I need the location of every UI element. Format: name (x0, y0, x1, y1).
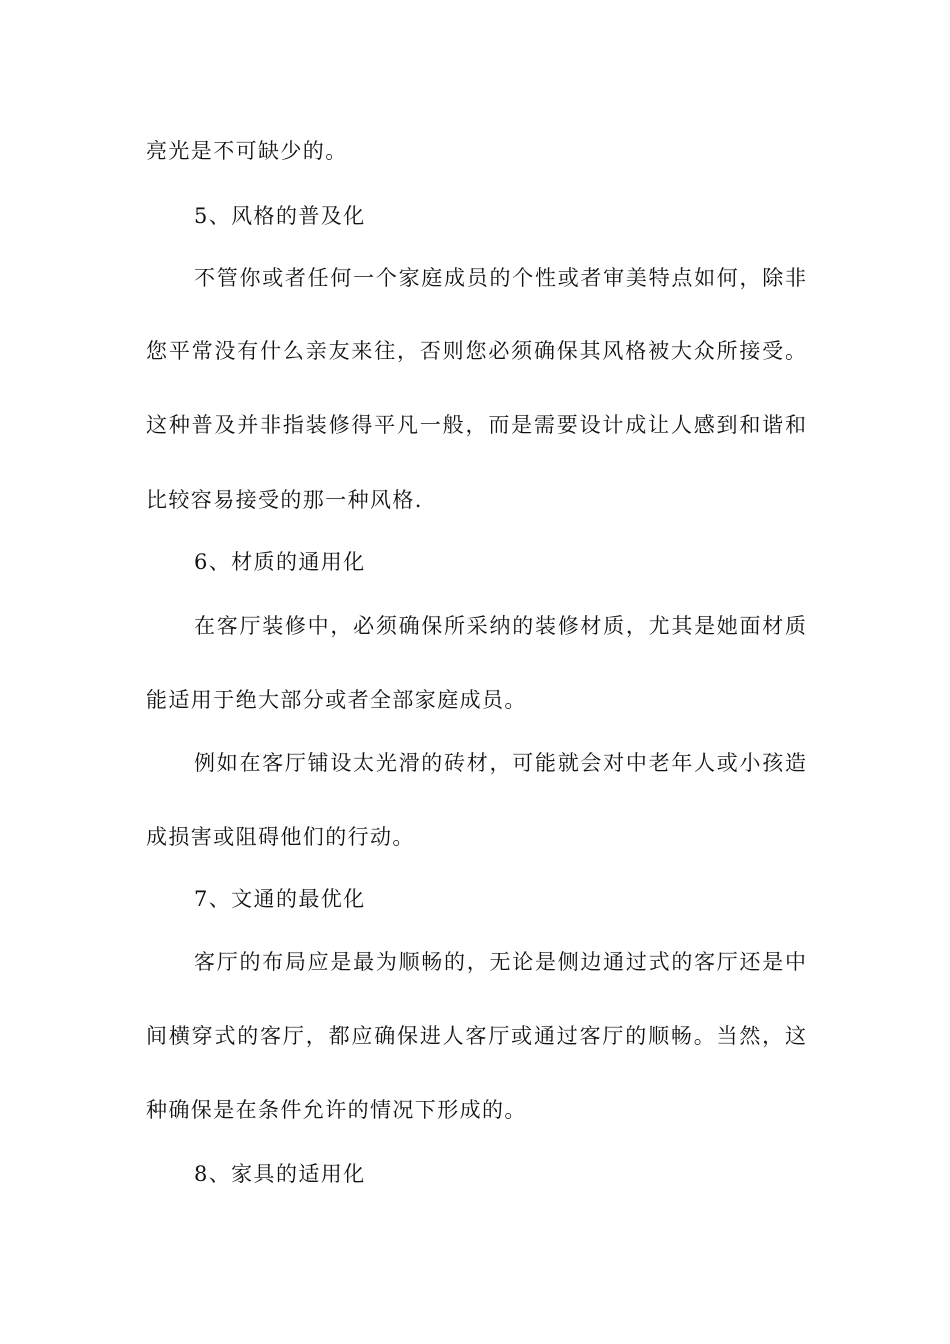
paragraph-line: 间横穿式的客厅，都应确保进人客厅或通过客厅的顺畅。当然，这 (146, 1024, 806, 1048)
section-heading: 8、家具的适用化 (194, 1162, 366, 1186)
paragraph-line: 客厅的布局应是最为顺畅的，无论是侧边通过式的客厅还是中 (194, 950, 806, 974)
paragraph-line: 不管你或者任何一个家庭成员的个性或者审美特点如何，除非 (194, 266, 806, 290)
paragraph-line: 这种普及并非指装修得平凡一般，而是需要设计成让人感到和谐和 (146, 413, 806, 437)
section-heading: 5、风格的普及化 (194, 204, 366, 228)
section-heading: 7、文通的最优化 (194, 887, 366, 911)
paragraph-line: 能适用于绝大部分或者全部家庭成员。 (146, 688, 527, 712)
paragraph-line: 种确保是在条件允许的情况下形成的。 (146, 1098, 527, 1122)
paragraph-line: 您平常没有什么亲友来往，否则您必须确保其风格被大众所接受。 (146, 339, 806, 363)
paragraph-line: 比较容易接受的那一种风格. (146, 488, 423, 512)
section-heading: 6、材质的通用化 (194, 550, 366, 574)
paragraph-line: 亮光是不可缺少的。 (146, 139, 348, 163)
paragraph-line: 成损害或阻碍他们的行动。 (146, 825, 415, 849)
paragraph-line: 在客厅装修中，必须确保所采纳的装修材质，尤其是她面材质 (194, 614, 806, 638)
paragraph-line: 例如在客厅铺设太光滑的砖材，可能就会对中老年人或小孩造 (194, 751, 806, 775)
